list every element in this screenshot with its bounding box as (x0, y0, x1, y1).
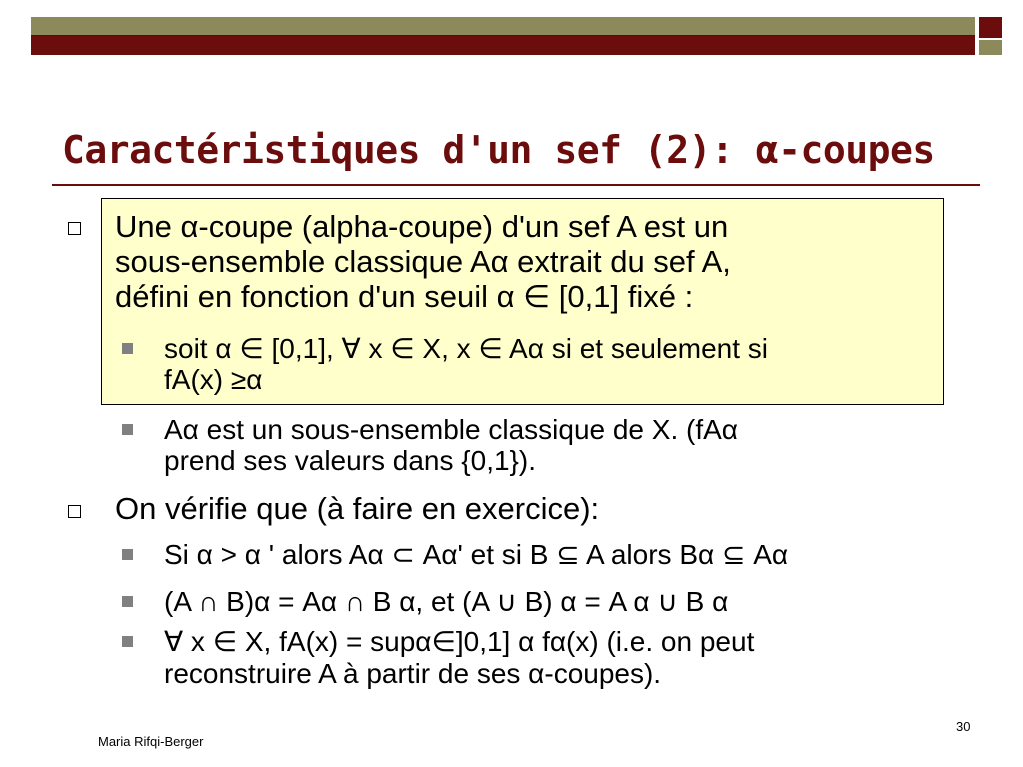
bullet-1-line-1: Une α-coupe (alpha-coupe) d'un sef A est un (115, 209, 729, 244)
corner-square-red (979, 17, 1002, 38)
bullet-1-line-3: défini en fonction d'un seuil α ∈ [0,1] fixé : (115, 279, 694, 314)
title-underline (52, 184, 980, 186)
header-decoration-bar (31, 17, 975, 55)
sub-bullet-icon (122, 549, 133, 560)
sub-bullet-2-1-line-1: Si α > α ' alors Aα ⊂ Aα' et si B ⊆ A alors Bα ⊆ Aα (164, 539, 789, 570)
bullet-square-icon (68, 222, 81, 235)
bullet-square-icon (68, 505, 81, 518)
sub-bullet-1-1-line-2: fA(x) ≥α (164, 364, 263, 395)
sub-bullet-1-1-line-1: soit α ∈ [0,1], ∀ x ∈ X, x ∈ Aα si et seulement si (164, 333, 769, 364)
sub-bullet-icon (122, 636, 133, 647)
corner-square-olive (979, 40, 1002, 55)
slide-title: Caractéristiques d'un sef (2): α-coupes (62, 128, 935, 172)
sub-bullet-1-2-line-2: prend ses valeurs dans {0,1}). (164, 445, 537, 476)
bullet-1-line-2: sous-ensemble classique Aα extrait du sef A, (115, 244, 731, 279)
footer-author: Maria Rifqi-Berger (98, 734, 204, 749)
sub-bullet-2-3-line-2: reconstruire A à partir de ses α-coupes). (164, 658, 662, 689)
sub-bullet-icon (122, 424, 133, 435)
sub-bullet-icon (122, 343, 133, 354)
header-olive-stripe (31, 17, 975, 36)
bullet-2-line-1: On vérifie que (à faire en exercice): (115, 491, 600, 526)
page-number: 30 (956, 719, 971, 734)
sub-bullet-2-3-line-1: ∀ x ∈ X, fA(x) = supα∈]0,1] α fα(x) (i.e. on peut (164, 626, 755, 657)
sub-bullet-icon (122, 596, 133, 607)
sub-bullet-1-2-line-1: Aα est un sous-ensemble classique de X. (fAα (164, 414, 738, 445)
sub-bullet-2-2-line-1: (A ∩ B)α = Aα ∩ B α, et (A ∪ B) α = A α ∪ B α (164, 586, 729, 617)
